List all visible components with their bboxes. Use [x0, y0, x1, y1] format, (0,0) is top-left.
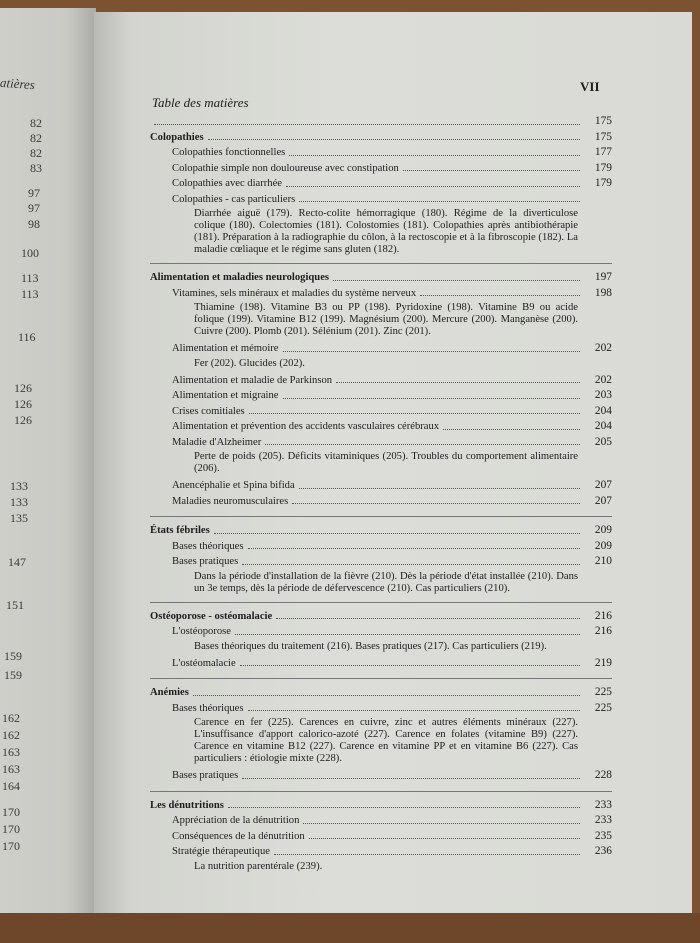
toc-entry-page: 235 — [594, 829, 612, 842]
left-page-number: 133 — [10, 479, 28, 493]
toc-section-label: Colopathies — [150, 131, 204, 143]
toc-entry-label: Bases pratiques — [172, 770, 239, 781]
toc-entry — [150, 478, 612, 494]
toc-section-label: Ostéoporose - ostéomalacie — [150, 610, 273, 622]
section-divider — [150, 516, 612, 517]
toc-entry — [150, 494, 612, 510]
toc-entry-label: Colopathies - cas particuliers — [172, 193, 296, 205]
toc-section — [150, 685, 612, 701]
toc-entry — [150, 286, 612, 302]
left-page-number: 159 — [4, 668, 22, 682]
toc-entry — [150, 419, 612, 435]
toc-entry-label: Maladies neuromusculaires — [172, 495, 289, 507]
left-page-number: 170 — [2, 805, 20, 819]
left-page-number: 116 — [18, 330, 36, 344]
dot-leader — [242, 563, 580, 565]
left-page-number: 97 — [28, 186, 40, 200]
dot-leader — [248, 547, 581, 549]
toc-entry-page: 233 — [594, 814, 612, 826]
left-page-number: 170 — [2, 839, 20, 853]
toc-entry — [150, 373, 612, 389]
toc-entry-detail: Dans la période d'installation de la fièvre (210). Dès la période d'état installée (210). Dans un 3e temps, dès la période de défervescence (210). Cas particuliers (210). — [194, 570, 578, 594]
toc-entry-page: 205 — [594, 435, 612, 448]
toc-entry-page: 204 — [594, 420, 612, 432]
left-page-number: 163 — [2, 745, 20, 759]
table-of-contents — [150, 114, 612, 876]
toc-entry — [150, 176, 612, 192]
toc-entry-detail: Fer (202). Glucides (202). — [194, 357, 305, 369]
page-folio: VII — [580, 79, 600, 94]
toc-entry — [150, 145, 612, 161]
toc-entry-page: 209 — [594, 539, 612, 552]
toc-entry — [150, 768, 612, 784]
left-page-number: 126 — [14, 413, 32, 427]
page-title: Table des matières — [152, 95, 249, 110]
toc-entry-page: 210 — [594, 555, 612, 567]
left-page-number: 151 — [6, 598, 24, 612]
left-page-number: 113 — [21, 287, 39, 301]
dot-leader — [286, 185, 580, 187]
toc-lead-row — [150, 114, 612, 130]
toc-section-label: Les dénutritions — [150, 799, 224, 811]
toc-entry-page: 202 — [594, 342, 612, 354]
dot-leader — [299, 200, 580, 202]
toc-section-page: 209 — [594, 524, 612, 536]
toc-entry-label: Alimentation et migraine — [172, 390, 279, 401]
left-page-number: 82 — [30, 116, 42, 130]
toc-section-label: Alimentation et maladies neurologiques — [150, 272, 330, 283]
dot-leader — [292, 502, 580, 504]
dot-leader — [214, 532, 580, 534]
toc-lead-row-page: 175 — [594, 115, 612, 127]
section-divider — [150, 263, 612, 264]
toc-section-page: 225 — [594, 686, 612, 698]
left-page-number: 83 — [30, 161, 42, 175]
toc-entry-page: 202 — [594, 373, 612, 386]
table-surface — [0, 913, 700, 943]
toc-section-label: Anémies — [150, 687, 189, 698]
left-page-title: atières — [0, 74, 36, 93]
dot-leader — [303, 822, 580, 824]
toc-entry — [150, 539, 612, 555]
toc-entry — [150, 554, 612, 570]
left-page-number: 163 — [2, 762, 20, 776]
toc-entry — [150, 813, 612, 829]
dot-leader — [193, 694, 580, 696]
toc-entry-label: Colopathies avec diarrhée — [172, 178, 283, 189]
toc-entry-page: 204 — [594, 404, 612, 417]
toc-section-label: États fébriles — [150, 525, 210, 536]
toc-entry — [150, 161, 612, 177]
toc-section-page: 197 — [594, 271, 612, 283]
left-page-number: 82 — [30, 146, 42, 160]
dot-leader — [443, 428, 580, 430]
toc-entry — [150, 624, 612, 640]
toc-section-page: 216 — [594, 609, 612, 622]
toc-entry — [150, 844, 612, 860]
left-page-number: 162 — [2, 728, 20, 742]
dot-leader — [283, 397, 581, 399]
toc-entry-page: 236 — [594, 845, 612, 857]
toc-section — [150, 270, 612, 286]
left-page-number: 113 — [21, 271, 39, 285]
toc-entry-page: 216 — [594, 625, 612, 637]
section-divider — [150, 791, 612, 792]
toc-entry-label: Bases théoriques — [172, 702, 244, 714]
dot-leader — [242, 777, 580, 779]
toc-entry-label: Alimentation et maladie de Parkinson — [172, 374, 333, 386]
dot-leader — [240, 664, 580, 666]
dot-leader — [154, 123, 580, 125]
toc-entry — [150, 829, 612, 845]
toc-entry-label: L'ostéoporose — [172, 626, 231, 637]
toc-entry-detail: Bases théoriques du traitement (216). Bases pratiques (217). Cas particuliers (219). — [194, 640, 547, 652]
dot-leader — [248, 709, 581, 711]
dot-leader — [333, 279, 580, 281]
toc-section-page: 233 — [594, 798, 612, 811]
toc-entry-label: Bases théoriques — [172, 540, 244, 552]
left-page-number: 147 — [8, 555, 26, 569]
left-page-number: 164 — [2, 779, 20, 793]
toc-entry — [150, 192, 612, 208]
toc-section — [150, 798, 612, 814]
toc-entry-detail: Diarrhée aiguë (179). Recto-colite hémorragique (180). Régime de la diverticulose colique (180). Colectomies (181). Colostomies (181). Colopathies après antibiothérapie (181). Préparation à la radiographie du côlon, à la rectoscopie et à la fibroscopie (182). La maladie cœliaque et le régime sans gluten (182). — [194, 208, 578, 255]
section-divider — [150, 678, 612, 679]
toc-section — [150, 523, 612, 539]
toc-entry-label: L'ostéomalacie — [172, 657, 236, 669]
toc-entry-page: 207 — [594, 494, 612, 507]
toc-entry — [150, 341, 612, 357]
toc-entry-label: Maladie d'Alzheimer — [172, 436, 262, 448]
dot-leader — [403, 169, 580, 171]
left-page — [0, 8, 96, 928]
dot-leader — [276, 617, 580, 619]
dot-leader — [208, 138, 580, 140]
toc-entry — [150, 701, 612, 717]
toc-entry-label: Crises comitiales — [172, 405, 245, 417]
toc-entry — [150, 656, 612, 672]
toc-entry-label: Appréciation de la dénutrition — [172, 815, 300, 826]
toc-entry-label: Alimentation et mémoire — [172, 343, 279, 354]
toc-entry-label: Colopathie simple non douloureuse avec constipation — [172, 162, 399, 174]
toc-entry-label: Conséquences de la dénutrition — [172, 830, 305, 842]
toc-entry-label: Stratégie thérapeutique — [172, 846, 270, 857]
left-page-number: 170 — [2, 822, 20, 836]
dot-leader — [336, 381, 580, 383]
dot-leader — [249, 412, 580, 414]
left-page-number: 100 — [21, 246, 39, 260]
dot-leader — [309, 837, 580, 839]
toc-entry-detail: Thiamine (198). Vitamine B3 ou PP (198). Pyridoxine (198). Vitamine B9 ou acide folique (199). Vitamine B12 (199). Magnésium (200). Mercure (200). Manganèse (200). Cuivre (200). Plomb (201). Sélénium (201). Zinc (201). — [194, 302, 578, 337]
left-page-number: 133 — [10, 495, 28, 509]
left-page-number: 135 — [10, 511, 28, 525]
dot-leader — [420, 294, 580, 296]
dot-leader — [228, 806, 580, 808]
dot-leader — [265, 443, 580, 445]
toc-entry-detail: Perte de poids (205). Déficits vitaminiques (205). Troubles du comportement alimentaire (206). — [194, 451, 578, 474]
section-divider — [150, 602, 612, 603]
left-page-number: 126 — [14, 397, 32, 411]
toc-entry-label: Vitamines, sels minéraux et maladies du système nerveux — [172, 287, 417, 299]
left-page-number: 98 — [28, 217, 40, 231]
toc-entry-detail: La nutrition parentérale (239). — [194, 860, 323, 872]
toc-entry-label: Alimentation et prévention des accidents vasculaires cérébraux — [172, 421, 440, 432]
dot-leader — [283, 350, 581, 352]
left-page-number: 162 — [2, 711, 20, 725]
left-page-number: 97 — [28, 201, 40, 215]
toc-entry-page: 225 — [594, 701, 612, 714]
toc-entry-label: Bases pratiques — [172, 556, 239, 567]
toc-entry — [150, 435, 612, 451]
toc-entry-page: 179 — [594, 161, 612, 174]
toc-entry-label: Colopathies fonctionnelles — [172, 147, 286, 158]
toc-entry-page: 228 — [594, 769, 612, 781]
toc-entry-page: 198 — [594, 286, 612, 299]
toc-entry — [150, 404, 612, 420]
left-page-number: 159 — [4, 649, 22, 663]
dot-leader — [289, 154, 580, 156]
toc-entry-label: Anencéphalie et Spina bifida — [172, 480, 295, 491]
toc-entry-page: 177 — [594, 146, 612, 158]
toc-section — [150, 130, 612, 146]
toc-entry-page: 203 — [594, 389, 612, 401]
toc-section — [150, 609, 612, 625]
toc-entry-page: 179 — [594, 177, 612, 189]
toc-section-page: 175 — [594, 130, 612, 143]
dot-leader — [274, 853, 580, 855]
toc-entry-page: 219 — [594, 656, 612, 669]
left-page-number: 126 — [14, 381, 32, 395]
dot-leader — [235, 633, 580, 635]
toc-entry — [150, 388, 612, 404]
toc-entry-page: 207 — [594, 479, 612, 491]
dot-leader — [299, 487, 580, 489]
left-page-number: 82 — [30, 131, 42, 145]
toc-entry-detail: Carence en fer (225). Carences en cuivre, zinc et autres éléments minéraux (227). L'insuffisance d'apport calorico-azoté (227). Carence en folates (vitamine B9) (227). Carence en vitamine B12 (227). Carence en vitamine PP et en vitamine B6 (227). Cas particuliers : étiologie mixte (228). — [194, 717, 578, 764]
